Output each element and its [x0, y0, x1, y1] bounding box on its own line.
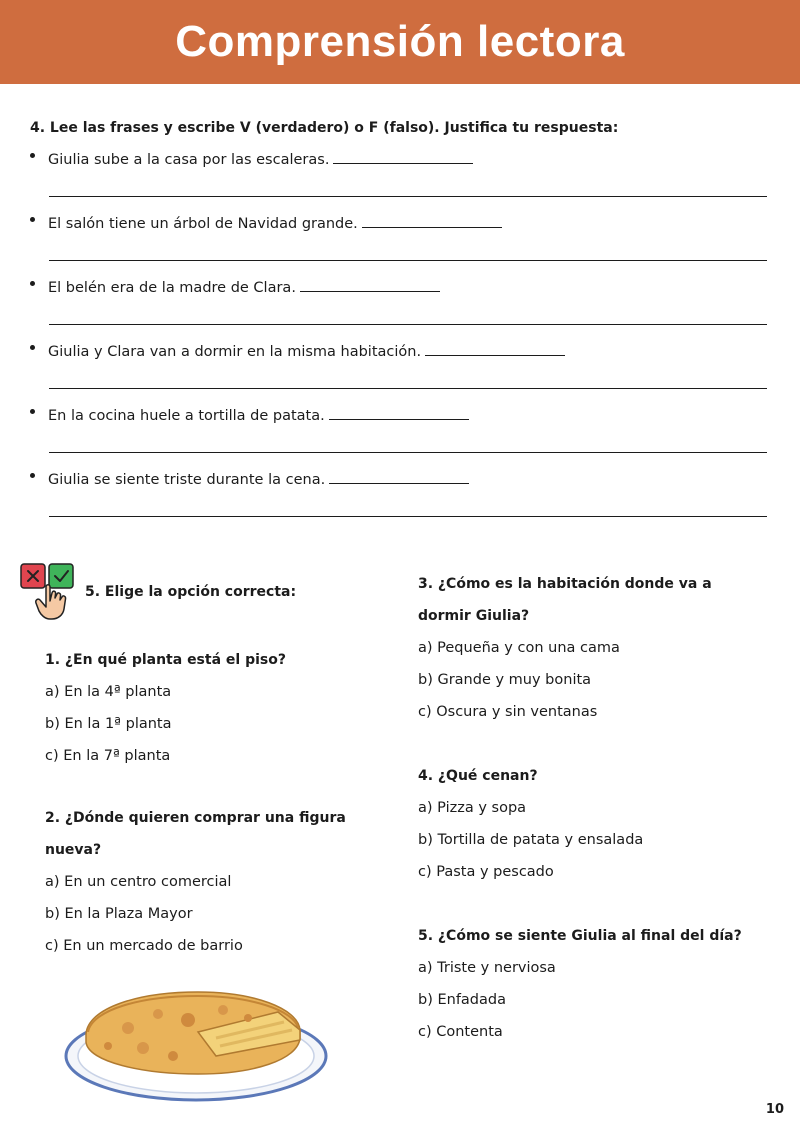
justification-line[interactable] — [49, 196, 767, 197]
answer-option[interactable]: a) Pizza y sopa — [418, 800, 527, 816]
bullet — [30, 345, 35, 350]
justification-line[interactable] — [49, 452, 767, 453]
answer-blank[interactable] — [300, 277, 440, 292]
page-title: Comprensión lectora — [175, 17, 625, 66]
true-false-item — [30, 468, 770, 532]
bullet — [30, 281, 35, 286]
checkbox-choice-icon — [20, 563, 78, 621]
page-number: 10 — [765, 1102, 784, 1117]
question-1 — [45, 644, 375, 772]
answer-blank[interactable] — [425, 341, 565, 356]
true-false-item — [30, 404, 770, 468]
answer-option[interactable]: c) Pasta y pescado — [418, 864, 554, 880]
justification-line[interactable] — [49, 324, 767, 325]
page-header — [0, 0, 800, 84]
question-5 — [418, 920, 778, 1048]
bullet — [30, 153, 35, 158]
question-title-line-2: nueva? — [45, 842, 102, 858]
question-3 — [418, 568, 778, 728]
answer-option[interactable]: c) Contenta — [418, 1024, 503, 1040]
bullet — [30, 473, 35, 478]
answer-option[interactable]: c) En la 7ª planta — [45, 748, 171, 764]
question-title: 1. ¿En qué planta está el piso? — [45, 652, 286, 668]
question-4 — [418, 760, 778, 888]
answer-option[interactable]: b) Grande y muy bonita — [418, 672, 592, 688]
true-false-item — [30, 148, 770, 212]
answer-option[interactable]: b) En la Plaza Mayor — [45, 906, 193, 922]
bullet — [30, 409, 35, 414]
bullet — [30, 217, 35, 222]
exercise-4-title: 4. Lee las frases y escribe V (verdadero) o F (falso). Justifica tu respuesta: — [30, 120, 619, 136]
answer-blank[interactable] — [329, 405, 469, 420]
answer-option[interactable]: b) Enfadada — [418, 992, 506, 1008]
true-false-list — [30, 148, 770, 532]
answer-blank[interactable] — [362, 213, 502, 228]
question-title: 5. ¿Cómo se siente Giulia al final del día? — [418, 928, 742, 944]
answer-option[interactable]: a) Triste y nerviosa — [418, 960, 556, 976]
justification-line[interactable] — [49, 516, 767, 517]
statement-text: El salón tiene un árbol de Navidad grande. — [48, 216, 358, 232]
answer-option[interactable]: c) En un mercado de barrio — [45, 938, 243, 954]
question-title: 4. ¿Qué cenan? — [418, 768, 538, 784]
answer-blank[interactable] — [329, 469, 469, 484]
true-false-item — [30, 340, 770, 404]
statement-text: En la cocina huele a tortilla de patata. — [48, 408, 325, 424]
exercise-5-title: 5. Elige la opción correcta: — [85, 584, 297, 600]
justification-line[interactable] — [49, 260, 767, 261]
justification-line[interactable] — [49, 388, 767, 389]
answer-option[interactable]: a) En la 4ª planta — [45, 684, 172, 700]
question-2 — [45, 802, 375, 962]
statement-text: Giulia y Clara van a dormir en la misma habitación. — [48, 344, 422, 360]
answer-option[interactable]: a) En un centro comercial — [45, 874, 232, 890]
answer-option[interactable]: a) Pequeña y con una cama — [418, 640, 620, 656]
true-false-item — [30, 212, 770, 276]
statement-text: El belén era de la madre de Clara. — [48, 280, 296, 296]
tortilla-plate-illustration — [48, 968, 353, 1126]
statement-text: Giulia sube a la casa por las escaleras. — [48, 152, 330, 168]
question-title-line-2: dormir Giulia? — [418, 608, 530, 624]
statement-text: Giulia se siente triste durante la cena. — [48, 472, 326, 488]
answer-option[interactable]: c) Oscura y sin ventanas — [418, 704, 598, 720]
answer-option[interactable]: b) En la 1ª planta — [45, 716, 172, 732]
answer-blank[interactable] — [333, 149, 473, 164]
answer-option[interactable]: b) Tortilla de patata y ensalada — [418, 832, 644, 848]
question-title-line-1: 2. ¿Dónde quieren comprar una figura — [45, 810, 346, 826]
true-false-item — [30, 276, 770, 340]
question-title-line-1: 3. ¿Cómo es la habitación donde va a — [418, 576, 712, 592]
